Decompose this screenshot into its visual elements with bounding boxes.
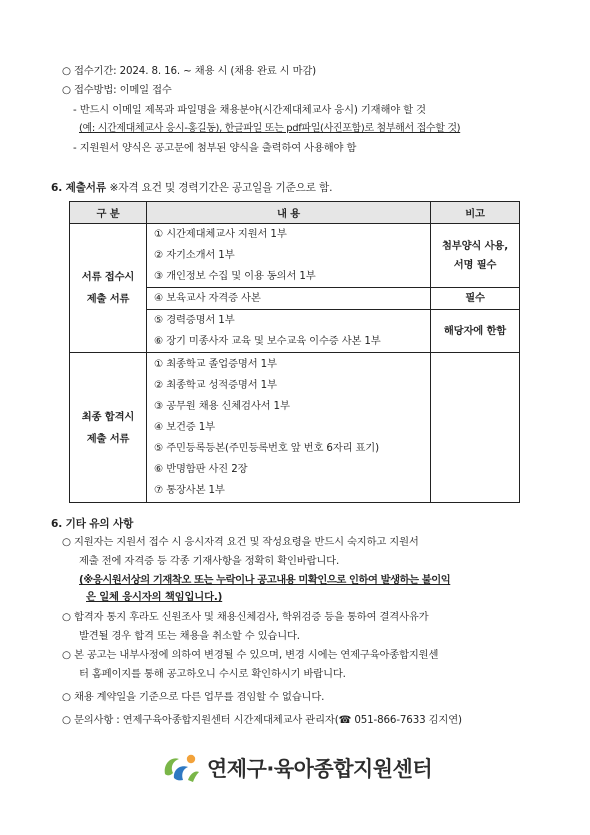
remark-empty — [431, 353, 520, 503]
note-p1-line1: ○ 지원자는 지원서 접수 시 응시자격 요건 및 작성요령을 반드시 숙지하고 지원서 — [62, 536, 419, 548]
docs-heading-title: 6. 제출서류 — [51, 182, 106, 194]
note-p2-line2: 발견될 경우 합격 또는 채용을 취소할 수 있습니다. — [79, 630, 300, 642]
apply-note-form: - 지원원서 양식은 공고문에 첨부된 양식을 출력하여 사용해야 함 — [73, 142, 357, 154]
center-logo-text: 연제구·육아종합지원센터 — [207, 757, 433, 781]
header-content: 내 용 — [147, 202, 431, 224]
content-cell — [147, 224, 431, 288]
remark-if-applicable: 해당자에 한함 — [431, 310, 520, 353]
list-item: ④ 보육교사 자격증 사본 — [154, 292, 261, 304]
note-p3-line2: 터 홈페이지를 통해 공고하오니 수시로 확인하시기 바랍니다. — [79, 668, 346, 680]
note-contact: ○ 문의사항 : 연제구육아종합지원센터 시간제대체교사 관리자(☎ 051-866-7633 김지연) — [62, 714, 462, 726]
header-category: 구 분 — [70, 202, 147, 224]
center-logo-icon — [161, 750, 201, 784]
docs-heading — [51, 181, 332, 195]
documents-table — [69, 201, 520, 503]
list-item: ⑥ 반명함판 사진 2장 — [154, 463, 248, 475]
list-item: ⑤ 경력증명서 1부 — [154, 314, 235, 326]
apply-method: ○ 접수방법: 이메일 접수 — [62, 84, 172, 96]
remark-form-required: 첨부양식 사용, 서명 필수 — [431, 224, 520, 288]
list-item: ③ 공무원 채용 신체검사서 1부 — [154, 400, 290, 412]
list-item: ③ 개인정보 수집 및 이용 동의서 1부 — [154, 270, 316, 282]
list-item: ② 최종학교 성적증명서 1부 — [154, 379, 277, 391]
list-item: ⑦ 통장사본 1부 — [154, 484, 225, 496]
list-item: ① 시간제대체교사 지원서 1부 — [154, 228, 287, 240]
list-item: ① 최종학교 졸업증명서 1부 — [154, 358, 277, 370]
note-p4: ○ 채용 계약일을 기준으로 다른 업무를 겸임할 수 없습니다. — [62, 691, 325, 703]
content-cell — [147, 353, 431, 503]
category-application: 서류 접수시 제출 서류 — [70, 224, 147, 353]
table-header-row — [70, 202, 520, 224]
note-p3-line1: ○ 본 공고는 내부사정에 의하여 변경될 수 있으며, 변경 시에는 연제구육아종합지원센 — [62, 649, 439, 661]
content-cell — [147, 310, 431, 353]
note-warning-line1: (※응시원서상의 기재착오 또는 누락이나 공고내용 미확인으로 인하여 발생하는 불이익 — [79, 574, 451, 586]
note-warning-line2: 은 일체 응시자의 책임입니다.) — [86, 591, 223, 603]
list-item: ⑥ 장기 미종사자 교육 및 보수교육 이수증 사본 1부 — [154, 335, 381, 347]
apply-period: ○ 접수기간: 2024. 8. 16. ~ 채용 시 (채용 완료 시 마감) — [62, 65, 317, 77]
docs-heading-note: ※자격 요건 및 경력기간은 공고일을 기준으로 함. — [109, 182, 333, 194]
content-cell — [147, 288, 431, 310]
table-row — [70, 353, 520, 503]
note-p1-line2: 제출 전에 자격증 등 각종 기재사항을 정확히 확인바랍니다. — [79, 555, 340, 567]
list-item: ② 자기소개서 1부 — [154, 249, 235, 261]
apply-note-example: (예: 시간제대체교사 응시-홍길동), 한글파일 또는 pdf파일(사진포함)로 첨부해서 접수할 것) — [79, 123, 461, 134]
list-item: ④ 보건증 1부 — [154, 421, 215, 433]
category-final: 최종 합격시 제출 서류 — [70, 353, 147, 503]
list-item: ⑤ 주민등록등본(주민등록번호 앞 번호 6자리 표기) — [154, 442, 379, 454]
center-logo — [161, 750, 461, 784]
header-remark: 비고 — [431, 202, 520, 224]
remark-required: 필수 — [431, 288, 520, 310]
table-row — [70, 224, 520, 288]
note-p2-line1: ○ 합격자 통지 후라도 신원조사 및 채용신체검사, 학위검증 등을 통하여 결격사유가 — [62, 611, 429, 623]
apply-note-title: - 반드시 이메일 제목과 파일명을 채용분야(시간제대체교사 응시) 기재해야 할 것 — [73, 104, 426, 116]
notes-heading: 6. 기타 유의 사항 — [51, 518, 134, 530]
